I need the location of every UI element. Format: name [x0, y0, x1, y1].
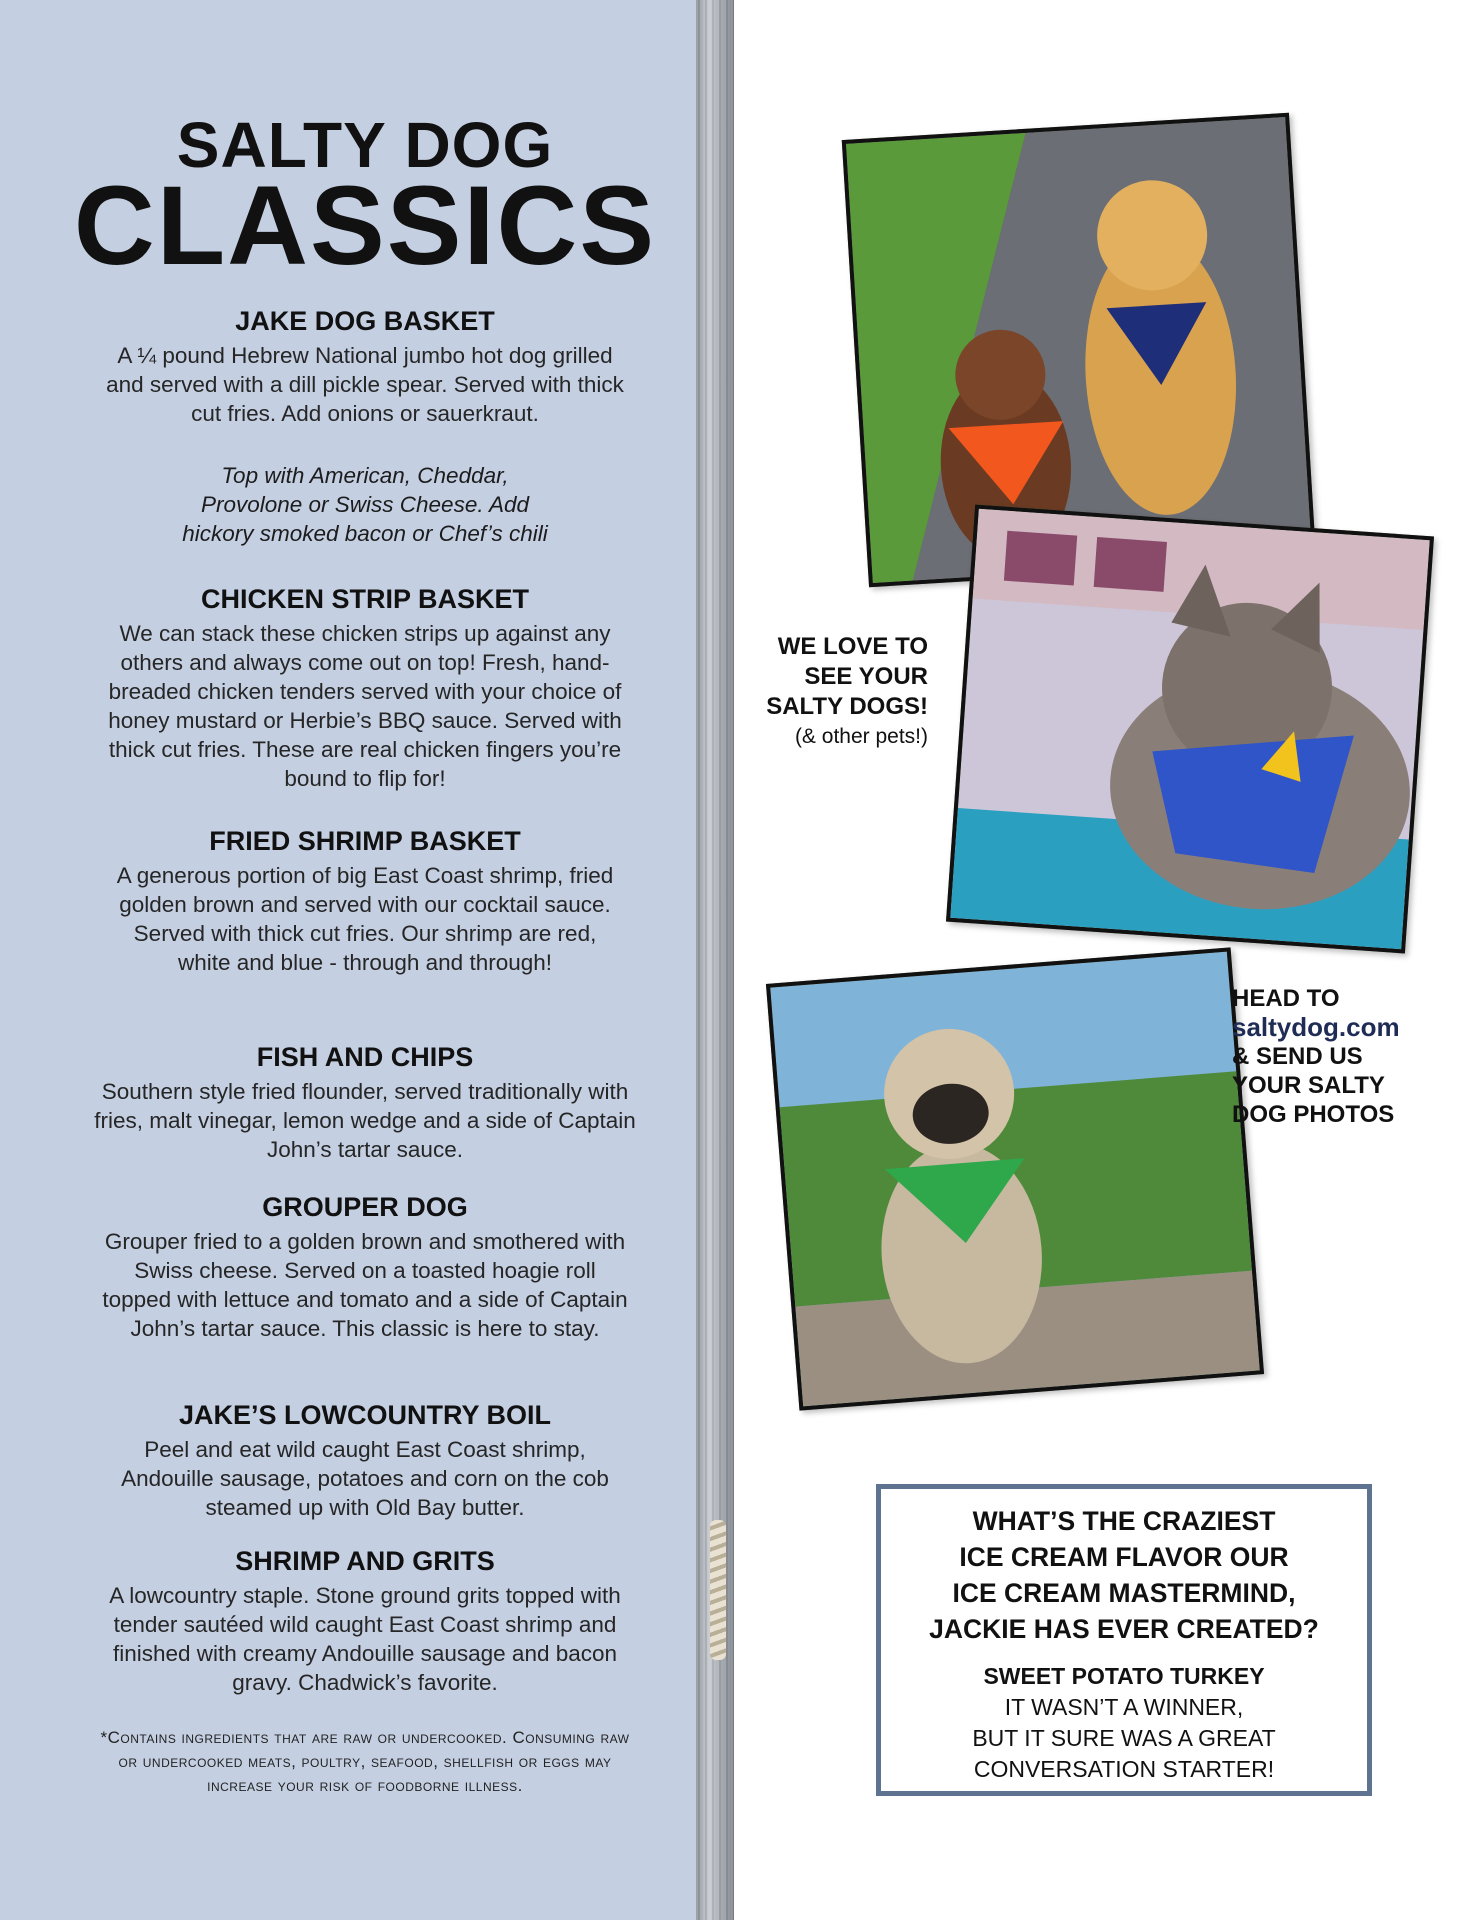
trivia-answer-line: IT WASN’T A WINNER, — [1004, 1694, 1244, 1720]
cta-line: DOG PHOTOS — [1232, 1101, 1395, 1128]
photo-cat — [946, 504, 1434, 953]
trivia-answer — [881, 1661, 1367, 1785]
item-name: FRIED SHRIMP BASKET — [209, 826, 521, 856]
item-note: Top with American, Cheddar, Provolone or Swiss Cheese. Add hickory smoked bacon or Chef’s chili — [182, 463, 548, 546]
item-name: CHICKEN STRIP BASKET — [200, 584, 530, 614]
item-name: FISH AND CHIPS — [256, 1042, 474, 1072]
item-name: JAKE’S LOWCOUNTRY BOIL — [178, 1400, 551, 1430]
cta-line: & SEND US — [1232, 1043, 1363, 1070]
pet-photos-callout — [748, 632, 928, 752]
raw-food-disclaimer: *Contains ingredients that are raw or undercooked. Consuming raw or undercooked meats, poultry, seafood, shellfish or eggs may increase your risk of foodborne illness. — [100, 1728, 630, 1795]
title-classics: CLASSICS — [73, 163, 657, 288]
menu-item-fried-shrimp-basket — [86, 826, 644, 977]
cat-illustration — [950, 509, 1429, 950]
trivia-answer-line: CONVERSATION STARTER! — [973, 1756, 1275, 1782]
item-description: A ¼ pound Hebrew National jumbo hot dog grilled and served with a dill pickle spear. Served with thick cut fries. Add onions or sauerkraut. — [106, 343, 624, 426]
trivia-flavor: SWEET POTATO TURKEY — [983, 1663, 1265, 1689]
pet-love-subline: (& other pets!) — [794, 725, 928, 748]
item-description: Peel and eat wild caught East Coast shrimp, Andouille sausage, potatoes and corn on the cob steamed up with Old Bay butter. — [121, 1437, 609, 1520]
trivia-question-line: ICE CREAM MASTERMIND, — [952, 1578, 1296, 1608]
pet-love-line: WE LOVE TO — [777, 633, 928, 660]
menu-item-chicken-strip-basket — [86, 584, 644, 793]
pug-illustration — [770, 952, 1260, 1407]
trivia-question — [881, 1503, 1367, 1647]
ice-cream-trivia-box — [876, 1484, 1372, 1796]
pet-love-line: SALTY DOGS! — [766, 693, 928, 720]
website-link[interactable]: saltydog.com — [1232, 1012, 1400, 1042]
menu-item-grouper-dog — [86, 1192, 644, 1343]
menu-item-fish-and-chips — [86, 1042, 644, 1164]
trivia-answer-line: BUT IT SURE WAS A GREAT — [972, 1725, 1276, 1751]
photo-pug — [766, 947, 1264, 1410]
pet-love-line: SEE YOUR — [804, 663, 928, 690]
send-photos-callout — [1232, 984, 1472, 1129]
menu-item-shrimp-and-grits — [86, 1546, 644, 1697]
trivia-question-line: WHAT’S THE CRAZIEST — [972, 1506, 1276, 1536]
wood-post-divider — [696, 0, 734, 1920]
item-name: GROUPER DOG — [262, 1192, 468, 1222]
item-name: SHRIMP AND GRITS — [235, 1546, 495, 1576]
item-name: JAKE DOG BASKET — [235, 306, 495, 336]
title-salty-dog: SALTY DOG — [176, 109, 554, 181]
item-description: A generous portion of big East Coast shrimp, fried golden brown and served with our cocktail sauce. Served with thick cut fries. Our shrimp are red, white and blue - through and through! — [116, 863, 614, 975]
cta-line: HEAD TO — [1232, 985, 1340, 1012]
cta-line: YOUR SALTY — [1232, 1072, 1385, 1099]
trivia-question-line: ICE CREAM FLAVOR OUR — [959, 1542, 1289, 1572]
item-description: A lowcountry staple. Stone ground grits topped with tender sautéed wild caught East Coast shrimp and finished with creamy Andouille sausage and bacon gravy. Chadwick’s favorite. — [109, 1583, 621, 1695]
item-description: Southern style fried flounder, served traditionally with fries, malt vinegar, lemon wedge and a side of Captain John’s tartar sauce. — [94, 1079, 636, 1162]
menu-item-jake-dog-basket — [86, 306, 644, 548]
trivia-question-line: JACKIE HAS EVER CREATED? — [929, 1614, 1319, 1644]
item-description: Grouper fried to a golden brown and smothered with Swiss cheese. Served on a toasted hoagie roll topped with lettuce and tomato and a side of Captain John’s tartar sauce. This classic is here to stay. — [102, 1229, 628, 1341]
item-description: We can stack these chicken strips up against any others and always come out on top! Fresh, hand-breaded chicken tenders served with your choice of honey mustard or Herbie’s BBQ sauce. Served with thick cut fries. These are real chicken fingers you’re bound to flip for! — [108, 621, 622, 791]
menu-item-lowcountry-boil — [86, 1400, 644, 1522]
